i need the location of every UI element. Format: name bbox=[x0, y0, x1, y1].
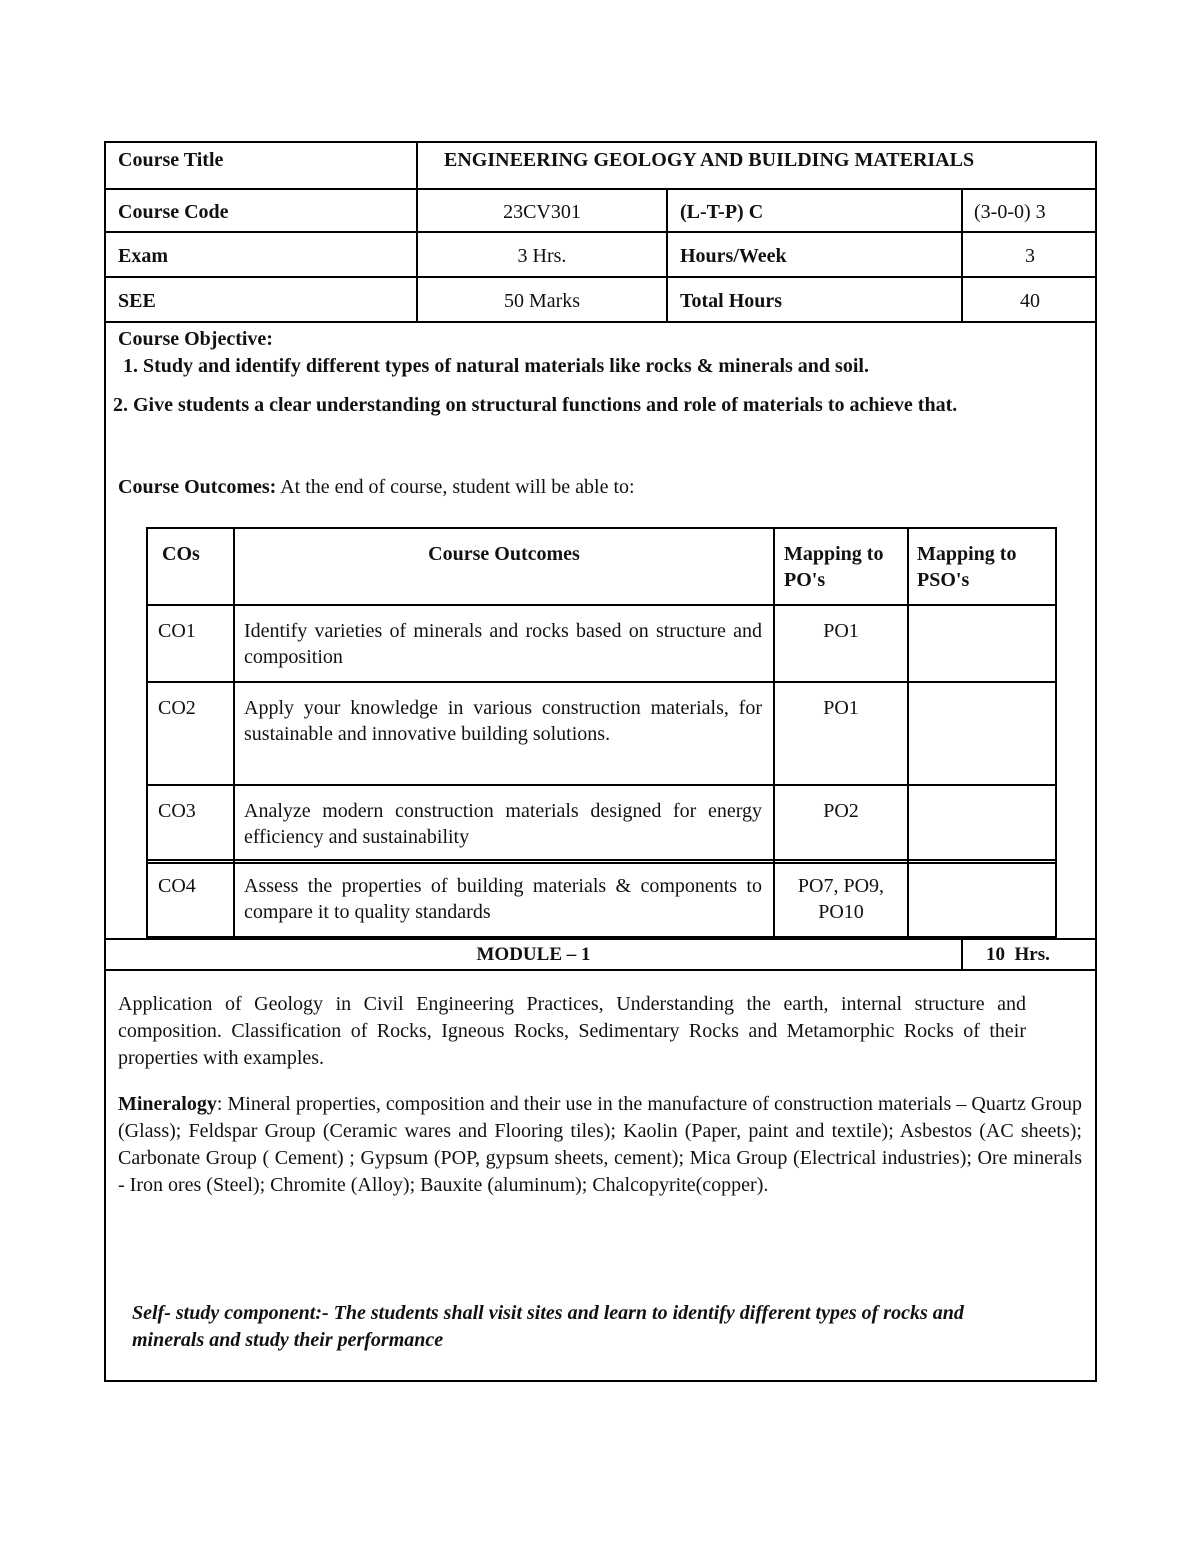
table-cell-outcome: Assess the properties of building materials & components to compare it to quality standards bbox=[244, 875, 762, 923]
hours-week-value: 3 bbox=[1025, 245, 1035, 267]
total-hours-label: Total Hours bbox=[680, 290, 783, 312]
hours-week-label: Hours/Week bbox=[680, 245, 787, 267]
table-cell-po: PO7, PO9, PO10 bbox=[797, 875, 885, 923]
objectives-heading: Course Objective: bbox=[118, 328, 273, 350]
divider bbox=[106, 321, 1095, 323]
exam-value: 3 Hrs. bbox=[517, 245, 567, 267]
divider bbox=[106, 188, 1095, 190]
course-title-label: Course Title bbox=[118, 149, 224, 171]
mineralogy-text: : Mineral properties, composition and their use in the manufacture of construction materials – Quartz Group (Glass); Feldspar Group (Ceramic wares and Flooring tiles); Kaolin (Paper, paint and textile); Asbestos (AC sheets); Carbonate Group ( Cement) ; Gypsum (POP, gypsum sheets, cement); Mica Group (Electrical industries); Ore minerals - Iron ores (Steel); Chromite (Alloy); Bauxite (aluminum); Chalcopyrite(copper). bbox=[118, 1093, 1082, 1196]
table-cell-outcome: Identify varieties of minerals and rocks based on structure and composition bbox=[244, 620, 762, 668]
outcomes-intro-line bbox=[118, 474, 635, 500]
see-label: SEE bbox=[118, 290, 156, 312]
table-cell-co: CO3 bbox=[158, 800, 196, 822]
course-sheet bbox=[104, 141, 1097, 1382]
divider bbox=[106, 938, 1095, 940]
table-header-outcomes: Course Outcomes bbox=[428, 543, 580, 565]
table-cell-po: PO1 bbox=[823, 697, 859, 719]
mineralogy-paragraph bbox=[118, 1091, 1082, 1199]
table-cell-co: CO4 bbox=[158, 875, 196, 897]
table-header-po: Mapping to PO's bbox=[784, 543, 884, 591]
divider bbox=[106, 276, 1095, 278]
course-title-value: ENGINEERING GEOLOGY AND BUILDING MATERIALS bbox=[444, 149, 975, 171]
objective-item: 2. Give students a clear understanding on structural functions and role of materials to achieve that. bbox=[113, 394, 958, 416]
outcomes-intro: At the end of course, student will be able to: bbox=[276, 476, 635, 498]
table-cell-outcome: Analyze modern construction materials designed for energy efficiency and sustainability bbox=[244, 800, 762, 848]
course-code-value: 23CV301 bbox=[503, 201, 581, 223]
table-cell-po: PO1 bbox=[823, 620, 859, 642]
exam-label: Exam bbox=[118, 245, 168, 267]
table-cell-outcome: Apply your knowledge in various construction materials, for sustainable and innovative building solutions. bbox=[244, 697, 762, 745]
table-header-pso: Mapping to PSO's bbox=[917, 543, 1017, 591]
mineralogy-label: Mineralogy bbox=[118, 1093, 217, 1115]
table-cell-co: CO2 bbox=[158, 697, 196, 719]
outcomes-table bbox=[146, 527, 1057, 938]
objective-item: 1. Study and identify different types of natural materials like rocks & minerals and soil. bbox=[118, 355, 869, 377]
divider bbox=[666, 188, 668, 323]
table-cell-co: CO1 bbox=[158, 620, 196, 642]
self-study-component: Self- study component:- The students shall visit sites and learn to identify different types of rocks and minerals and study their performance bbox=[132, 1302, 964, 1351]
module-title: MODULE – 1 bbox=[476, 944, 591, 965]
module-hours: 10 Hrs. bbox=[986, 944, 1050, 965]
divider bbox=[106, 231, 1095, 233]
module-paragraph: Application of Geology in Civil Engineering Practices, Understanding the earth, internal structure and composition. Classification of Rocks, Igneous Rocks, Sedimentary Rocks and Metamorphic Rocks of their properties with examples. bbox=[118, 993, 1026, 1069]
divider bbox=[961, 938, 963, 971]
ltp-value: (3-0-0) 3 bbox=[974, 201, 1046, 223]
divider bbox=[106, 969, 1095, 971]
see-value: 50 Marks bbox=[503, 290, 581, 312]
table-header-cos: COs bbox=[162, 543, 200, 565]
outcomes-heading: Course Outcomes: bbox=[118, 476, 277, 498]
ltp-label: (L-T-P) C bbox=[680, 201, 764, 223]
total-hours-value: 40 bbox=[1020, 290, 1040, 312]
table-cell-po: PO2 bbox=[823, 800, 859, 822]
course-code-label: Course Code bbox=[118, 201, 229, 223]
